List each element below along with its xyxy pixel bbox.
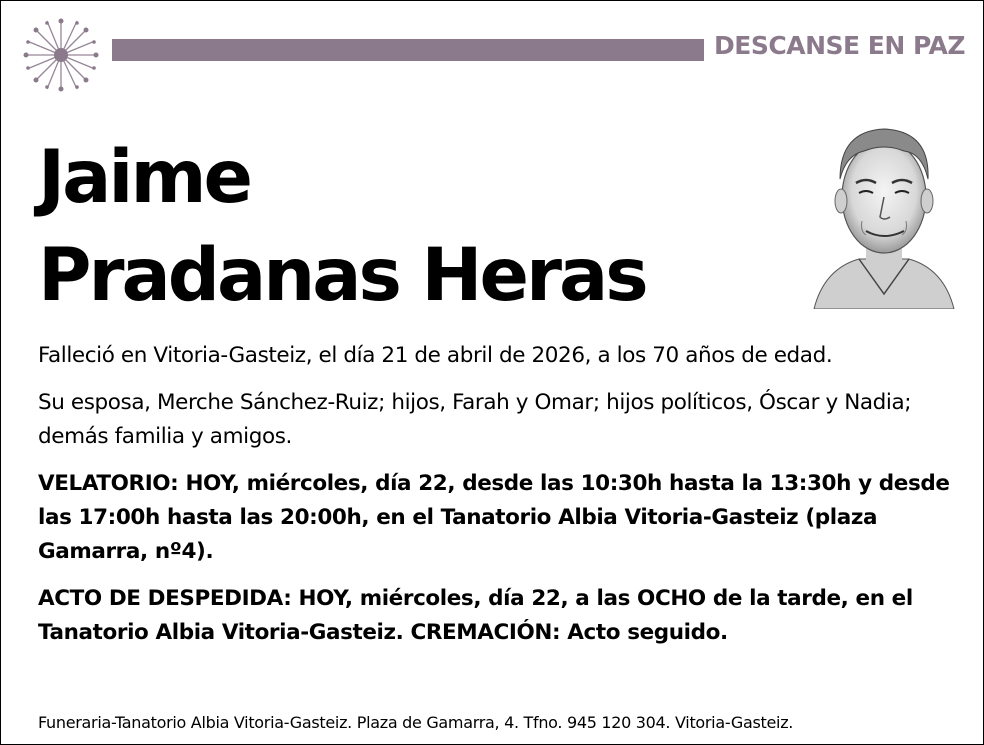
- wake-notice: VELATORIO: HOY, miércoles, día 22, desde las 10:30h hasta la 13:30h y desde las 17:00h hasta las 20:00h, en el Tanatorio Albia Vitoria-Gasteiz (plaza Gamarra, nº4).: [38, 471, 950, 564]
- obituary-body: [38, 339, 958, 663]
- death-notice: Falleció en Vitoria-Gasteiz, el día 21 de abril de 2026, a los 70 años de edad.: [38, 343, 833, 368]
- farewell-notice: ACTO DE DESPEDIDA: HOY, miércoles, día 22, a las OCHO de la tarde, en el Tanatorio Albia Vitoria-Gasteiz. CREMACIÓN: Acto seguido.: [38, 586, 913, 645]
- family-notice: Su esposa, Merche Sánchez-Ruiz; hijos, Farah y Omar; hijos políticos, Óscar y Nadia; demás familia y amigos.: [38, 390, 912, 449]
- flower-icon: [19, 15, 103, 95]
- first-name: Jaime: [38, 135, 251, 220]
- deceased-name: [38, 129, 646, 325]
- header-bar: [112, 39, 704, 61]
- funeral-home-footer: Funeraria-Tanatorio Albia Vitoria-Gasteiz. Plaza de Gamarra, 4. Tfno. 945 120 304. Vitoria-Gasteiz.: [38, 713, 794, 732]
- portrait-photo: [804, 109, 964, 309]
- surnames: Pradanas Heras: [38, 233, 646, 318]
- header-label: DESCANSE EN PAZ: [714, 31, 965, 60]
